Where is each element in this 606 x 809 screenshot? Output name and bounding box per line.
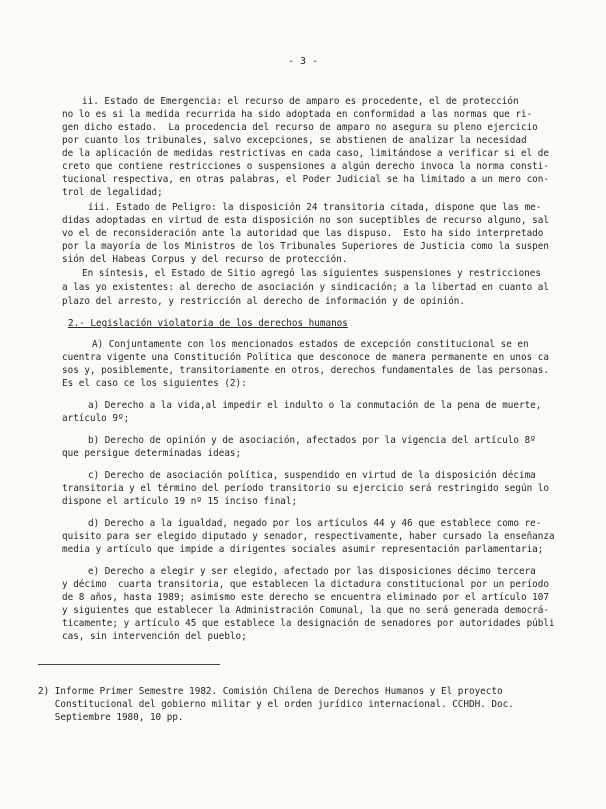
emergencia-line-4: por cuanto los tribunales, salvo excepciones, se abstienen de analizar la necesidad xyxy=(62,135,527,146)
footnote-separator xyxy=(38,664,220,665)
emergencia-line-2: no lo es si la medida recurrida ha sido adoptada en conformidad a las normas que ri- xyxy=(62,109,533,120)
intro-line-1: A) Conjuntamente con los mencionados estados de excepción constitucional se en xyxy=(92,339,529,350)
emergencia-line-8: trol de legalidad; xyxy=(62,187,163,198)
sintesis-line-3: plazo del arresto, y restricción al derecho de información y de opinión. xyxy=(62,296,465,307)
page-number: - 3 - xyxy=(287,56,319,67)
item-c-line-1: c) Derecho de asociación política, suspendido en virtud de la disposición décima xyxy=(88,470,536,481)
intro-line-3: sos y, posiblemente, transitoriamente en otros, derechos fundamentales de las personas. xyxy=(62,365,549,376)
item-e-line-6: cas, sin intervención del pueblo; xyxy=(62,631,247,642)
footnote-line-2: Constitucional del gobierno militar y el orden jurídico internacional. CCHDH. Doc. xyxy=(38,699,514,710)
item-c-line-3: dispone el artículo 19 nº 15 inciso final; xyxy=(62,496,298,507)
sintesis-line-1: En síntesis, el Estado de Sitio agregó las siguientes suspensiones y restricciones xyxy=(82,268,541,279)
intro-line-2: cuentra vigente una Constitución Política que desconoce de manera permanente en unos ca xyxy=(62,352,549,363)
item-e-line-3: de 8 años, hasta 1989; asimismo este derecho se encuentra eliminado por el artículo 107 xyxy=(62,592,549,603)
item-c-line-2: transitoria y el término del período transitorio su ejercicio será restringido según lo xyxy=(62,483,549,494)
item-a-line-1: a) Derecho a la vida,al impedir el indulto o la conmutación de la pena de muerte, xyxy=(88,400,542,411)
peligro-line-3: vo el de reconsideración ante la autoridad que las dispuso. Esto ha sido interpretado xyxy=(62,228,544,239)
section-heading: 2.- Legislación violatoria de los derechos humanos xyxy=(68,318,348,329)
footnote-line-1: 2) Informe Primer Semestre 1982. Comisión Chilena de Derechos Humanos y El proyecto xyxy=(38,686,503,697)
item-b-line-2: que persigue determinadas ideas; xyxy=(62,448,242,459)
item-e-line-1: e) Derecho a elegir y ser elegido, afectado por las disposiciones décimo tercera xyxy=(88,566,536,577)
item-e-line-2: y décimo cuarta transitoria, que establecen la dictadura constitucional por un período xyxy=(62,579,549,590)
peligro-line-2: didas adoptadas en virtud de esta disposición no son suceptibles de recurso alguno, sal xyxy=(62,215,549,226)
peligro-line-4: por la mayoría de los Ministros de los Tribunales Superiores de Justicia como la suspen xyxy=(62,241,549,252)
item-a-line-2: artículo 9º; xyxy=(62,413,130,424)
emergencia-line-5: de la aplicación de medidas restrictivas en cada caso, limitándose a verificar si el de xyxy=(62,148,549,159)
footnote-line-3: Septiembre 1980, 10 pp. xyxy=(38,712,184,723)
peligro-line-5: sión del Habeas Corpus y del recurso de protección. xyxy=(62,254,348,265)
emergencia-line-1: ii. Estado de Emergencia: el recurso de amparo es procedente, el de protección xyxy=(82,96,519,107)
item-b-line-1: b) Derecho de opinión y de asociación, afectados por la vigencia del artículo 8º xyxy=(88,435,536,446)
item-e-line-4: y siguientes que establecer la Administración Comunal, la que no será generada democrá- xyxy=(62,605,549,616)
emergencia-line-6: creto que contiene restricciones o suspensiones a algún derecho invoca la norma consti- xyxy=(62,161,549,172)
sintesis-line-2: a las yo existentes: al derecho de asociación y sindicación; a la libertad en cuanto al xyxy=(62,282,549,293)
emergencia-line-3: gen dicho estado. La procedencia del recurso de amparo no asegura su pleno ejercicio xyxy=(62,122,538,133)
item-e-line-5: ticamente; y artículo 45 que establece la designación de senadores por autoridades públi xyxy=(62,618,555,629)
item-d-line-3: media y artículo que impide a dirigentes sociales asumir representación parlamentaria; xyxy=(62,544,544,555)
item-d-line-1: d) Derecho a la igualdad, negado por los artículos 44 y 46 que establece como re- xyxy=(88,518,542,529)
emergencia-line-7: tucional respectiva, en otras palabras, el Poder Judicial se ha limitado a un mero con- xyxy=(62,174,549,185)
peligro-line-1: iii. Estado de Peligro: la disposición 24 transitoria citada, dispone que las me- xyxy=(88,202,542,213)
intro-line-4: Es el caso ce los siguientes (2): xyxy=(62,378,247,389)
item-d-line-2: quisito para ser elegido diputado y senador, respectivamente, haber cursado la enseñanza xyxy=(62,531,555,542)
